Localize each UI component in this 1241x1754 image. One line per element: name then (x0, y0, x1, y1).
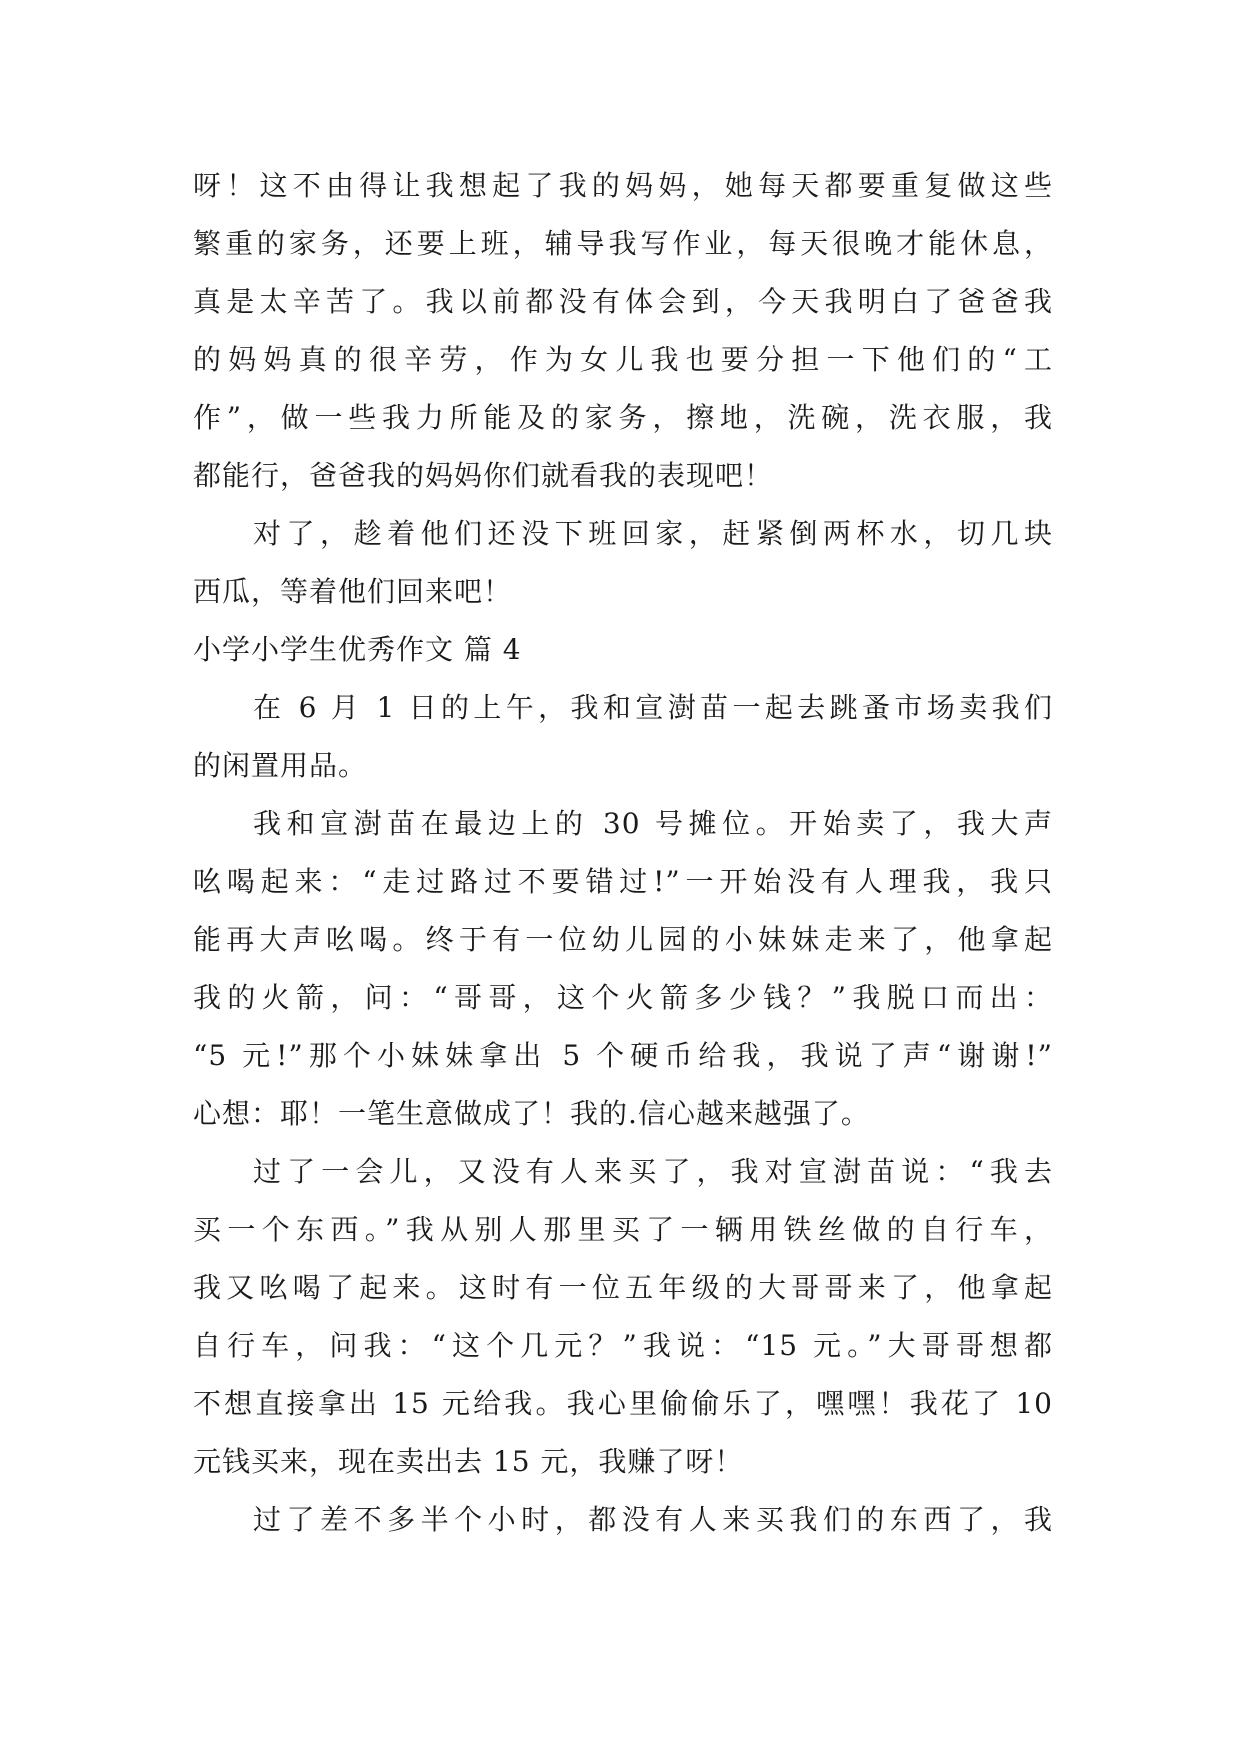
text-line: “5 元!”那个小妹妹拿出 5 个硬币给我，我说了声“谢谢!” (193, 1039, 1053, 1072)
text-line: 不想直接拿出 15 元给我。我心里偷偷乐了，嘿嘿！我花了 10 (193, 1387, 1053, 1420)
text-line: 吆喝起来：“走过路过不要错过!”一开始没有人理我，我只 (193, 865, 1053, 898)
text-line: 我又吆喝了起来。这时有一位五年级的大哥哥来了，他拿起 (193, 1271, 1053, 1304)
document-body (193, 157, 1053, 1549)
text-line: 元钱买来，现在卖出去 15 元，我赚了呀！ (193, 1445, 744, 1478)
text-line: 呀！这不由得让我想起了我的妈妈，她每天都要重复做这些 (193, 169, 1053, 202)
text-line: 我的火箭，问：“哥哥，这个火箭多少钱？”我脱口而出： (193, 981, 1053, 1014)
text-line: 都能行，爸爸我的妈妈你们就看我的表现吧！ (193, 459, 774, 492)
text-line: 西瓜，等着他们回来吧！ (193, 575, 513, 608)
text-line: 作”，做一些我力所能及的家务，擦地，洗碗，洗衣服，我 (193, 401, 1053, 434)
section-title: 小学小学生优秀作文 篇 4 (193, 633, 522, 666)
text-line: 自行车，问我：“这个几元？”我说：“15 元。”大哥哥想都 (193, 1329, 1053, 1362)
text-line: 我和宣澍苗在最边上的 30 号摊位。开始卖了，我大声 (253, 807, 1053, 840)
text-line: 在 6 月 1 日的上午，我和宣澍苗一起去跳蚤市场卖我们 (253, 691, 1053, 724)
text-line: 过了一会儿，又没有人来买了，我对宣澍苗说：“我去 (253, 1155, 1053, 1188)
text-line: 的妈妈真的很辛劳，作为女儿我也要分担一下他们的“工 (193, 343, 1053, 376)
text-line: 买一个东西。”我从别人那里买了一辆用铁丝做的自行车， (193, 1213, 1053, 1246)
text-line: 对了，趁着他们还没下班回家，赶紧倒两杯水，切几块 (253, 517, 1053, 550)
text-line: 繁重的家务，还要上班，辅导我写作业，每天很晚才能休息， (193, 227, 1053, 260)
text-line: 能再大声吆喝。终于有一位幼儿园的小妹妹走来了，他拿起 (193, 923, 1053, 956)
text-line: 真是太辛苦了。我以前都没有体会到，今天我明白了爸爸我 (193, 285, 1053, 318)
text-line: 心想：耶！一笔生意做成了！我的.信心越来越强了。 (193, 1097, 870, 1130)
text-line: 过了差不多半个小时，都没有人来买我们的东西了，我 (253, 1503, 1053, 1536)
text-line: 的闲置用品。 (193, 749, 368, 782)
